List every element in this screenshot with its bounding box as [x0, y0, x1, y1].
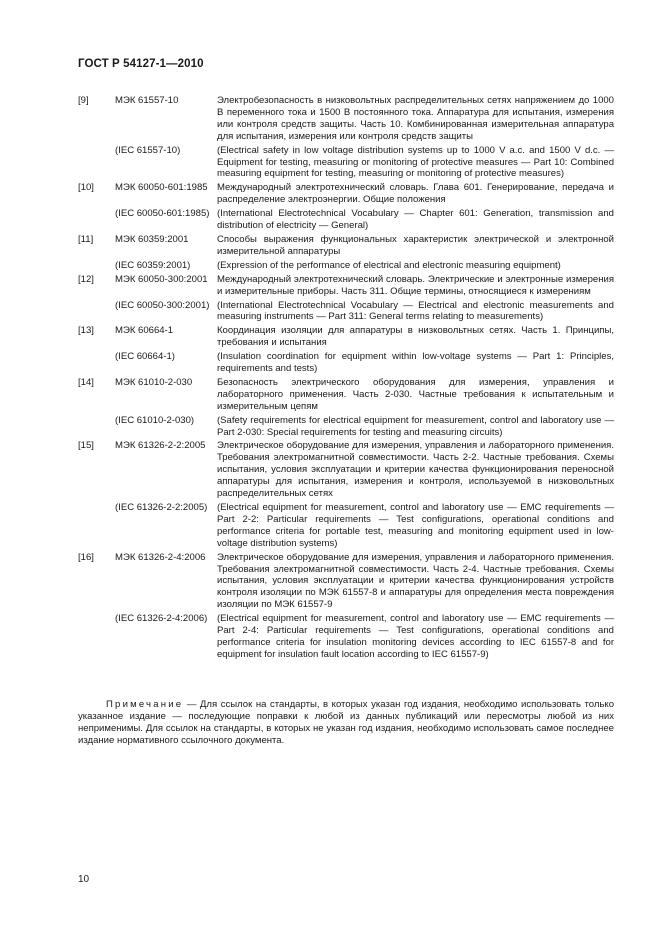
reference-code: (IEC 60664-1): [115, 351, 175, 363]
reference-title: (Safety requirements for electrical equipment for measurement, control and laboratory use — Part 2-030: Special requirements for testing and measuring circuits): [217, 414, 614, 438]
reference-row-russian: [78, 552, 614, 612]
page-number: 10: [78, 874, 90, 885]
reference-row-english: [78, 208, 614, 232]
reference-number: [78, 502, 115, 550]
reference-title: Безопасность электрического оборудования для измерения, управления и лабораторного применения. Часть 2-030. Частные требования к испытательным и измерительным цепям: [217, 376, 614, 412]
reference-entry: [78, 95, 614, 180]
reference-row-english: [78, 300, 614, 324]
reference-number: [78, 208, 115, 232]
reference-number: [9]: [78, 95, 89, 106]
bibliography-list: [78, 95, 614, 663]
note-label: Примечание: [106, 699, 184, 710]
document-header: ГОСТ Р 54127-1—2010: [78, 58, 204, 70]
reference-title: Способы выражения функциональных характеристик электрической и электронной измерительной аппаратуры: [217, 233, 614, 257]
reference-number: [13]: [78, 325, 94, 337]
reference-number: [78, 145, 115, 181]
reference-number: [12]: [78, 273, 94, 285]
reference-code: (IEC 61557-10): [115, 144, 181, 156]
reference-number: [11]: [78, 233, 94, 245]
reference-code: МЭК 61326-2-4:2006: [115, 551, 206, 563]
reference-code: МЭК 61557-10: [115, 95, 179, 106]
reference-entry: [78, 552, 614, 661]
reference-number: [10]: [78, 182, 94, 194]
reference-entry: [78, 377, 614, 439]
reference-number: [78, 260, 115, 272]
reference-entry: [78, 440, 614, 549]
reference-code: МЭК 60359:2001: [115, 233, 189, 245]
reference-code: МЭК 60050-300:2001: [115, 273, 208, 285]
reference-title: (Expression of the performance of electrical and electronic measuring equipment): [217, 259, 561, 271]
reference-title: (Electrical equipment for measurement, control and laboratory use — EMC requirements — Part 2-4: Particular requirements — Test configurations, operational conditions and performance criteria for insulation monitoring devices according to IEC 61557-8 and for equipment for insulation fault location according to IEC 61557-9): [217, 613, 614, 660]
reference-number: [16]: [78, 551, 94, 563]
reference-row-russian: [78, 182, 614, 206]
reference-entry: [78, 325, 614, 375]
reference-row-english: [78, 260, 614, 272]
reference-code: (IEC 61010-2-030): [115, 414, 195, 426]
reference-row-russian: [78, 440, 614, 500]
reference-code: (IEC 61326-2-4:2006): [115, 613, 208, 625]
reference-title: (Electrical safety in low voltage distribution systems up to 1000 V a.c. and 1500 V d.c. — Equipment for testing, measuring or monitoring of protective measures — Part 10: Combined measuring equipment for testing, measuring or monitoring of protective measures): [217, 144, 614, 180]
reference-code: МЭК 60664-1: [115, 325, 174, 337]
reference-code: (IEC 60359:2001): [115, 259, 191, 271]
reference-row-english: [78, 415, 614, 439]
reference-row-russian: [78, 234, 614, 258]
reference-number: [78, 613, 115, 661]
reference-title: (Electrical equipment for measurement, control and laboratory use — EMC requirements — Part 2-2: Particular requirements — Test configurations, operational conditions and performance criteria for portable test, measuring and monitoring equipment used in low-voltage distribution systems): [217, 502, 614, 549]
reference-row-russian: [78, 274, 614, 298]
reference-number: [15]: [78, 440, 94, 452]
reference-entry: [78, 274, 614, 324]
reference-title: (International Electrotechnical Vocabulary — Electrical and electronic measurements and measuring instruments — Part 311: General terms relating to measurements): [217, 299, 614, 323]
reference-number: [78, 300, 115, 324]
reference-row-russian: [78, 95, 614, 143]
note-paragraph: [78, 699, 614, 747]
reference-number: [14]: [78, 376, 94, 388]
reference-code: МЭК 60050-601:1985: [115, 182, 208, 194]
reference-entry: [78, 182, 614, 232]
reference-number: [78, 415, 115, 439]
reference-title: Электробезопасность в низковольтных распределительных сетях напряжением до 1000 В переменного тока и 1500 В постоянного тока. Аппаратура для испытания, измерения или контроля средств защиты. Часть 10. Комбинированная измерительная аппаратура для испытания, измерения или контроля средств защиты: [217, 95, 614, 142]
reference-code: МЭК 61010-2-030: [115, 376, 193, 388]
reference-title: (Insulation coordination for equipment within low-voltage systems — Part 1: Principles, requirements and tests): [217, 351, 614, 375]
note-text: — Для ссылок на стандарты, в которых указан год издания, необходимо использовать только указанное издание — последующие поправки к любой из данных публикаций или пересмотры любой из них неприменимы. Для ссылок на стандарты, в которых не указан год издания, необходимо использовать самое последнее издание нормативного ссылочного документа.: [78, 699, 614, 746]
reference-title: Электрическое оборудование для измерения, управления и лабораторного применения. Требования электромагнитной совместимости. Часть 2-2. Частные требования. Схемы испытания, условия эксплуатации и критерии качества функционирования переносной аппаратуры для испытания, измерения и контроля, используемой в низковольтных распределительных сетях: [217, 440, 614, 500]
reference-title: Координация изоляции для аппаратуры в низковольтных сетях. Часть 1. Принципы, требования и испытания: [217, 325, 614, 349]
reference-title: Электрическое оборудование для измерения, управления и лабораторного применения. Требования электромагнитной совместимости. Часть 2-4. Частные требования. Схемы испытания, условия эксплуатации и критерии качества функционирования устройств контроля изоляции по МЭК 61557-8 и аппаратуры для определения места повреждения изоляции по МЭК 61557-9: [217, 551, 614, 611]
reference-row-russian: [78, 325, 614, 349]
reference-title: Международный электротехнический словарь. Электрические и электронные измерения и измерительные приборы. Часть 311. Общие термины, относящиеся к измерениям: [217, 273, 614, 297]
reference-code: (IEC 61326-2-2:2005): [115, 502, 208, 513]
reference-entry: [78, 234, 614, 272]
reference-title: Международный электротехнический словарь. Глава 601. Генерирование, передача и распределение электроэнергии. Общие положения: [217, 182, 614, 206]
reference-title: (International Electrotechnical Vocabulary — Chapter 601: Generation, transmission and distribution of electricity — General): [217, 208, 614, 232]
reference-number: [78, 351, 115, 375]
reference-row-russian: [78, 377, 614, 413]
reference-code: (IEC 60050-601:1985): [115, 208, 210, 220]
reference-row-english: [78, 351, 614, 375]
reference-code: МЭК 61326-2-2:2005: [115, 440, 206, 452]
reference-row-english: [78, 502, 614, 550]
reference-row-english: [78, 145, 614, 181]
reference-code: (IEC 60050-300:2001): [115, 299, 210, 311]
reference-row-english: [78, 613, 614, 661]
